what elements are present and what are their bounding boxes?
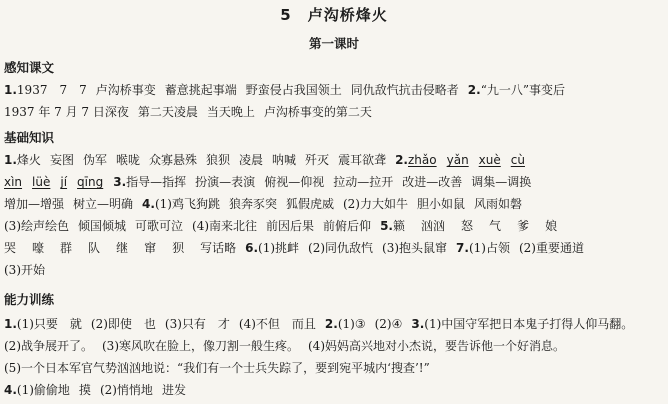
character: 汹 (433, 219, 446, 233)
pinyin: jí (60, 175, 68, 189)
idiom: 倾国倾城 (78, 219, 127, 233)
section-heading-perception: 感知课文 (4, 60, 55, 75)
answer-text: (2)即使 也 (90, 317, 156, 331)
answer-text: 蓄意挑起事端 (164, 83, 237, 97)
question-number: 1. (4, 317, 17, 331)
answer-text: 进发 (161, 383, 186, 397)
pinyin: cù (510, 153, 525, 167)
pinyin: yǎn (446, 153, 469, 167)
answer-text: (3)抱头鼠窜 (382, 241, 448, 255)
answer-text: (1)占领 (468, 241, 510, 255)
answer-text: 野蛮侵占我国领土 (245, 83, 342, 97)
answer-text: (1)挑衅 (258, 241, 300, 255)
answer-text: (1)只要 就 (16, 317, 82, 331)
answer-text: (1)③ (337, 317, 366, 331)
question-number: 5. (380, 219, 393, 233)
question-number: 4. (4, 383, 17, 397)
section-heading-ability: 能力训练 (4, 292, 55, 307)
answer-text: (4)妈妈高兴地对小杰说，要告诉他一个好消息。 (308, 339, 565, 353)
answer-text: (5)一个日本军官气势汹汹地说：“我们有一个士兵失踪了，要到宛平城内‘搜查’!” (4, 361, 430, 375)
word-pair: 俯视—仰视 (264, 175, 325, 189)
basic-line-1 (4, 152, 664, 168)
word: 歼灭 (305, 153, 330, 167)
basic-line-4 (4, 218, 664, 234)
answer-text: (1)中国守军把日本鬼子打得人仰马翻。 (424, 317, 634, 331)
question-number: 1. (4, 153, 17, 167)
idiom: 狐假虎威 (285, 197, 334, 211)
word-pair: 指导—指挥 (126, 175, 187, 189)
question-number: 2. (324, 317, 338, 331)
basic-line-6 (4, 262, 664, 278)
word: 伪军 (82, 153, 107, 167)
pinyin: qīng (77, 175, 104, 189)
answer-text: (1)偷偷地 (16, 383, 70, 397)
lesson-number: 5 (280, 6, 292, 24)
idiom: 狼奔豕突 (228, 197, 277, 211)
word: 妄图 (49, 153, 74, 167)
answer-text: 写话略 (200, 241, 237, 255)
word-pair: 调集—调换 (471, 175, 532, 189)
word-pair: 树立—明确 (73, 197, 134, 211)
answer-text: (2)战争展开了。 (4, 339, 93, 353)
ability-line-1 (4, 316, 664, 332)
idiom: 可歌可泣 (135, 219, 184, 233)
question-number: 4. (142, 197, 155, 211)
ability-line-3 (4, 360, 664, 376)
ability-line-2 (4, 338, 664, 354)
character: 群 (60, 241, 73, 255)
pinyin: xìn (4, 175, 23, 189)
question-number: 3. (113, 175, 127, 189)
answer-text: (3)只有 才 (164, 317, 230, 331)
character: 队 (88, 241, 101, 255)
ability-line-4 (4, 382, 664, 398)
character: 继 (116, 241, 129, 255)
word: 烽火 (16, 153, 41, 167)
answer-text: (2)④ (374, 317, 403, 331)
pinyin: xuè (478, 153, 501, 167)
idiom: 前俯后仰 (323, 219, 372, 233)
word: 呐喊 (272, 153, 297, 167)
answer-text: 摸 (78, 383, 91, 397)
answer-text: (2)同仇敌忾 (308, 241, 374, 255)
idiom: (4)南来北往 (192, 219, 258, 233)
answer-text: 1937 7 7 (16, 83, 87, 97)
lesson-title-text: 卢沟桥烽火 (307, 6, 388, 24)
question-number: 3. (411, 317, 425, 331)
section-heading-basic: 基础知识 (4, 130, 55, 145)
character: 爹 (517, 219, 530, 233)
pinyin: zhǎo (408, 153, 437, 167)
character: 气 (489, 219, 502, 233)
answer-text: (2)悄悄地 (99, 383, 153, 397)
answer-text: 同仇敌忾抗击侵略者 (350, 83, 459, 97)
word-pair: 增加—增强 (4, 197, 65, 211)
character: 怒 (461, 219, 474, 233)
character: 汹 (421, 219, 434, 233)
idiom: (3)绘声绘色 (4, 219, 69, 233)
character: 窜 (144, 241, 157, 255)
word-pair: 改进—改善 (402, 175, 463, 189)
character: 哭 (4, 241, 17, 255)
answer-text: (4)不但 而且 (238, 317, 316, 331)
answer-text: (2)重要通道 (518, 241, 584, 255)
word: 喉咙 (115, 153, 140, 167)
question-number: 1. (4, 83, 17, 97)
word-pair: 扮演—表演 (195, 175, 256, 189)
word: 众寡悬殊 (148, 153, 197, 167)
idiom: (1)鸡飞狗跳 (154, 197, 220, 211)
answer-text: 卢沟桥事变 (95, 83, 156, 97)
idiom: 胆小如鼠 (416, 197, 465, 211)
question-number: 7. (456, 241, 469, 255)
word: 震耳欲聋 (338, 153, 387, 167)
perception-line-2 (4, 104, 664, 120)
answer-text: 卢沟桥事变的第二天 (263, 105, 372, 119)
character: 籁 (392, 219, 405, 233)
answer-text: (3)开始 (4, 263, 45, 277)
answer-text: 第二天凌晨 (137, 105, 198, 119)
idiom: (2)力大如牛 (342, 197, 408, 211)
lesson-title (0, 4, 668, 25)
answer-text: (3)寒风吹在脸上，像刀割一般生疼。 (102, 339, 299, 353)
basic-line-3 (4, 196, 664, 212)
character: 娘 (545, 219, 558, 233)
question-number: 2. (395, 153, 408, 167)
perception-line-1 (4, 82, 664, 98)
word: 凌晨 (239, 153, 264, 167)
idiom: 前因后果 (266, 219, 315, 233)
word-pair: 拉动—拉开 (333, 175, 394, 189)
word: 狼狈 (206, 153, 231, 167)
lesson-subtitle: 第一课时 (308, 36, 359, 51)
question-number: 2. (467, 83, 481, 97)
question-number: 6. (245, 241, 259, 255)
idiom: 风雨如磐 (474, 197, 523, 211)
basic-line-2 (4, 174, 664, 190)
basic-line-5 (4, 240, 664, 256)
character: 狈 (172, 241, 185, 255)
character: 嚎 (32, 241, 45, 255)
pinyin: lüè (32, 175, 51, 189)
answer-text: 1937 年 7 月 7 日深夜 (4, 105, 129, 119)
answer-text: “九一八”事变后 (480, 83, 565, 97)
answer-text: 当天晚上 (206, 105, 255, 119)
